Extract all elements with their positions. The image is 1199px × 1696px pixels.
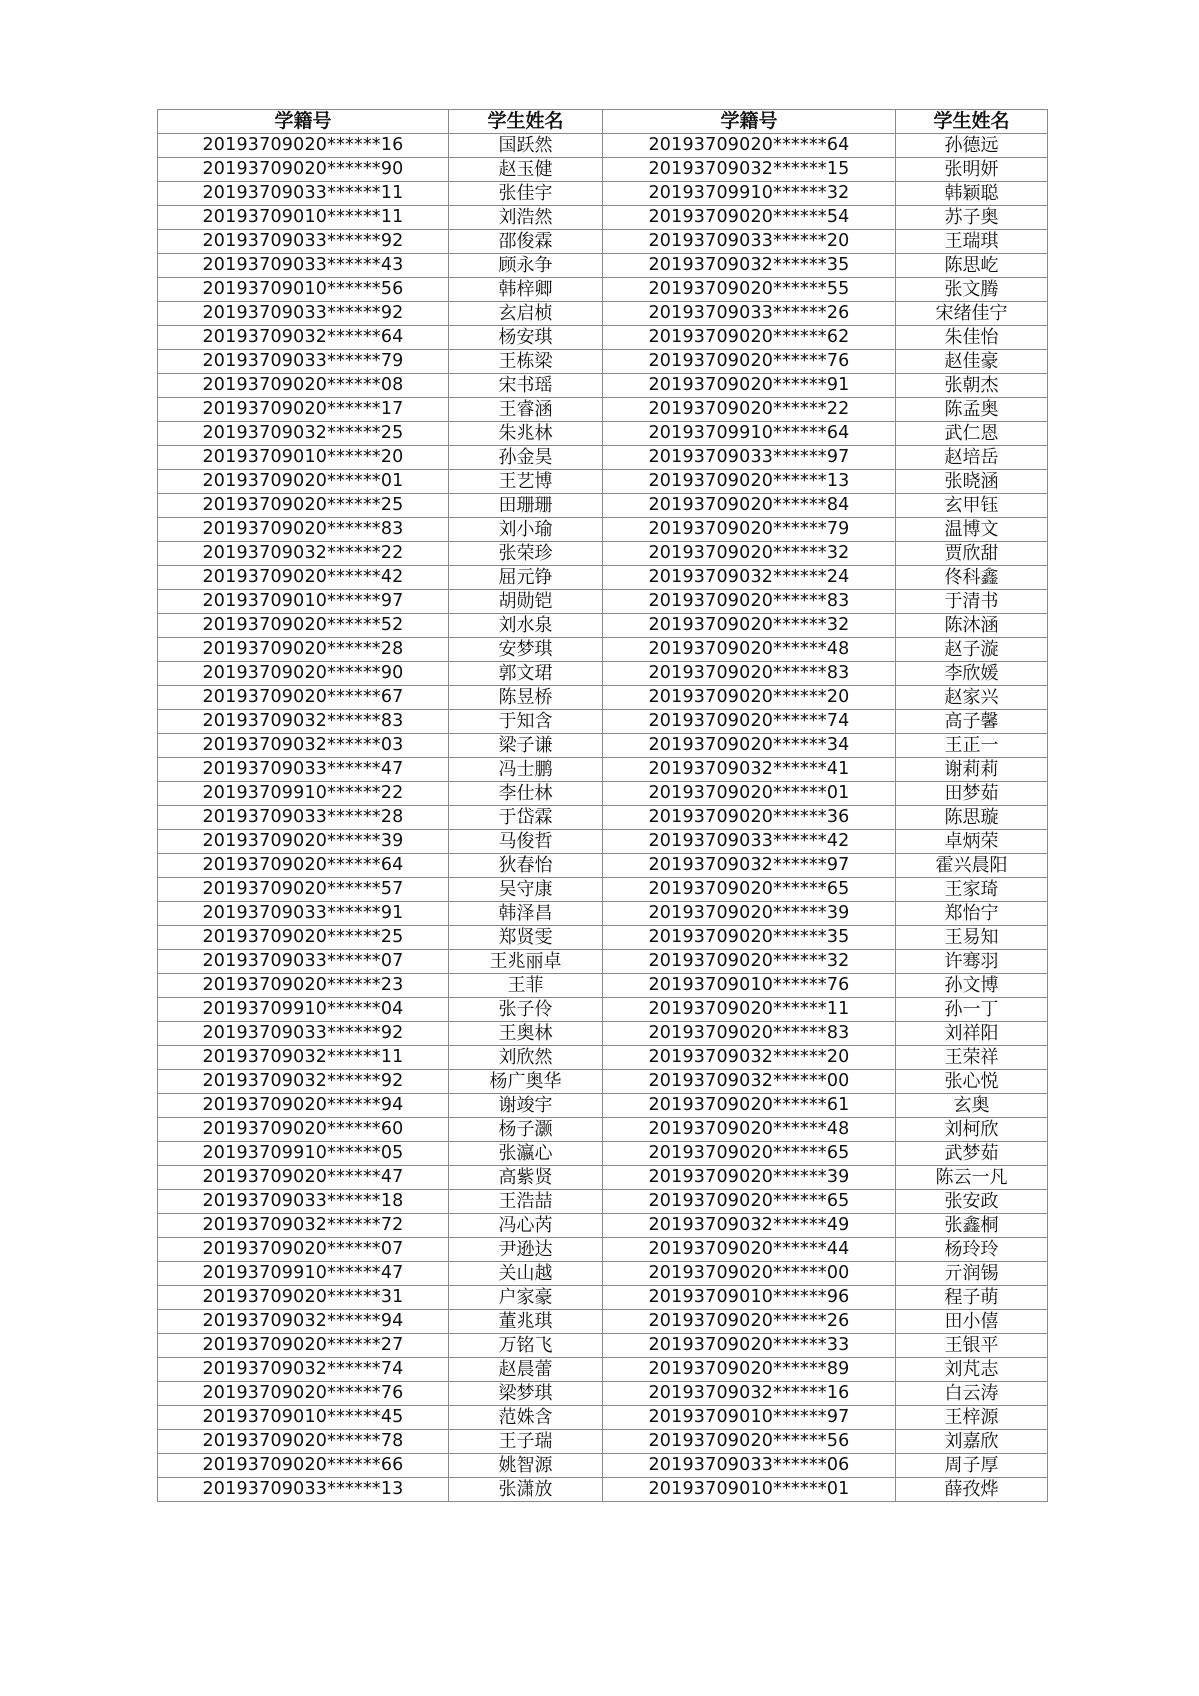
- student-name-cell: 谢莉莉: [896, 758, 1048, 782]
- student-name-cell: 王梓源: [896, 1406, 1048, 1430]
- student-name-cell: 于清书: [896, 590, 1048, 614]
- student-name-cell: 刘祥阳: [896, 1022, 1048, 1046]
- student-id-cell: 20193709033******06: [603, 1454, 896, 1478]
- student-id-cell: 20193709033******79: [158, 350, 449, 374]
- table-row: [158, 1166, 1048, 1190]
- table-row: [158, 1478, 1048, 1502]
- student-name-cell: 王正一: [896, 734, 1048, 758]
- student-name-cell: 吴守康: [449, 878, 603, 902]
- table-row: [158, 134, 1048, 158]
- student-id-cell: 20193709020******60: [158, 1118, 449, 1142]
- table-row: [158, 158, 1048, 182]
- student-name-cell: 赵晨蕾: [449, 1358, 603, 1382]
- student-name-cell: 陈昱桥: [449, 686, 603, 710]
- student-name-cell: 高紫贤: [449, 1166, 603, 1190]
- student-name-cell: 宋书瑶: [449, 374, 603, 398]
- student-name-cell: 王菲: [449, 974, 603, 998]
- student-id-cell: 20193709032******94: [158, 1310, 449, 1334]
- student-id-cell: 20193709010******97: [158, 590, 449, 614]
- student-name-cell: 刘柯欣: [896, 1118, 1048, 1142]
- student-id-cell: 20193709020******39: [603, 902, 896, 926]
- student-name-cell: 张潇放: [449, 1478, 603, 1502]
- table-row: [158, 902, 1048, 926]
- table-row: [158, 614, 1048, 638]
- table-row: [158, 734, 1048, 758]
- student-id-cell: 20193709033******91: [158, 902, 449, 926]
- table-row: [158, 1238, 1048, 1262]
- table-row: [158, 830, 1048, 854]
- table-row: [158, 878, 1048, 902]
- student-id-cell: 20193709020******83: [158, 518, 449, 542]
- student-id-cell: 20193709020******39: [158, 830, 449, 854]
- table-row: [158, 566, 1048, 590]
- table-row: [158, 1454, 1048, 1478]
- student-id-cell: 20193709010******76: [603, 974, 896, 998]
- student-name-cell: 温博文: [896, 518, 1048, 542]
- student-id-cell: 20193709010******11: [158, 206, 449, 230]
- student-id-cell: 20193709020******84: [603, 494, 896, 518]
- student-name-cell: 孙文博: [896, 974, 1048, 998]
- student-id-cell: 20193709020******64: [603, 134, 896, 158]
- student-id-cell: 20193709033******28: [158, 806, 449, 830]
- student-id-cell: 20193709020******56: [603, 1430, 896, 1454]
- student-name-cell: 薛孜烨: [896, 1478, 1048, 1502]
- table-row: [158, 854, 1048, 878]
- student-id-cell: 20193709020******32: [603, 614, 896, 638]
- table-row: [158, 422, 1048, 446]
- student-id-cell: 20193709020******66: [158, 1454, 449, 1478]
- student-id-cell: 20193709020******23: [158, 974, 449, 998]
- student-name-cell: 亓润锡: [896, 1262, 1048, 1286]
- student-name-cell: 许骞羽: [896, 950, 1048, 974]
- student-id-cell: 20193709020******94: [158, 1094, 449, 1118]
- student-id-cell: 20193709020******64: [158, 854, 449, 878]
- table-row: [158, 1046, 1048, 1070]
- student-name-cell: 贾欣甜: [896, 542, 1048, 566]
- student-name-cell: 张鑫桐: [896, 1214, 1048, 1238]
- student-id-cell: 20193709020******17: [158, 398, 449, 422]
- student-name-cell: 王睿涵: [449, 398, 603, 422]
- student-name-cell: 玄甲钰: [896, 494, 1048, 518]
- student-name-cell: 陈思屹: [896, 254, 1048, 278]
- table-row: [158, 446, 1048, 470]
- student-id-cell: 20193709020******48: [603, 1118, 896, 1142]
- table-row: [158, 398, 1048, 422]
- student-id-cell: 20193709020******34: [603, 734, 896, 758]
- student-name-cell: 赵子漩: [896, 638, 1048, 662]
- student-name-cell: 刘欣然: [449, 1046, 603, 1070]
- student-name-cell: 狄春怡: [449, 854, 603, 878]
- student-id-cell: 20193709020******76: [158, 1382, 449, 1406]
- student-name-cell: 王家琦: [896, 878, 1048, 902]
- student-name-cell: 陈思璇: [896, 806, 1048, 830]
- table-row: [158, 1094, 1048, 1118]
- table-row: [158, 374, 1048, 398]
- student-name-cell: 张晓涵: [896, 470, 1048, 494]
- student-name-cell: 冯心芮: [449, 1214, 603, 1238]
- student-id-cell: 20193709032******41: [603, 758, 896, 782]
- student-id-cell: 20193709020******25: [158, 494, 449, 518]
- student-id-cell: 20193709033******43: [158, 254, 449, 278]
- student-id-cell: 20193709033******18: [158, 1190, 449, 1214]
- student-id-cell: 20193709020******00: [603, 1262, 896, 1286]
- student-id-cell: 20193709032******22: [158, 542, 449, 566]
- table-row: [158, 1310, 1048, 1334]
- student-id-cell: 20193709020******65: [603, 1142, 896, 1166]
- student-name-cell: 王易知: [896, 926, 1048, 950]
- student-name-cell: 刘浩然: [449, 206, 603, 230]
- student-id-cell: 20193709020******27: [158, 1334, 449, 1358]
- student-name-cell: 姚智源: [449, 1454, 603, 1478]
- student-id-cell: 20193709032******16: [603, 1382, 896, 1406]
- student-name-cell: 白云涛: [896, 1382, 1048, 1406]
- student-id-cell: 20193709033******92: [158, 302, 449, 326]
- table-row: [158, 782, 1048, 806]
- student-id-cell: 20193709020******32: [603, 950, 896, 974]
- student-name-cell: 张荣珍: [449, 542, 603, 566]
- student-name-cell: 屈元铮: [449, 566, 603, 590]
- roster-body: [158, 134, 1048, 1502]
- student-name-cell: 王瑞琪: [896, 230, 1048, 254]
- student-id-cell: 20193709020******20: [603, 686, 896, 710]
- student-id-cell: 20193709020******90: [158, 662, 449, 686]
- student-name-cell: 于岱霖: [449, 806, 603, 830]
- student-name-cell: 郑怡宁: [896, 902, 1048, 926]
- student-name-cell: 马俊哲: [449, 830, 603, 854]
- student-id-cell: 20193709032******00: [603, 1070, 896, 1094]
- student-id-cell: 20193709020******16: [158, 134, 449, 158]
- table-row: [158, 806, 1048, 830]
- table-row: [158, 182, 1048, 206]
- table-row: [158, 1022, 1048, 1046]
- student-id-cell: 20193709020******89: [603, 1358, 896, 1382]
- table-row: [158, 1118, 1048, 1142]
- student-id-cell: 20193709032******20: [603, 1046, 896, 1070]
- student-id-cell: 20193709020******65: [603, 878, 896, 902]
- table-row: [158, 470, 1048, 494]
- student-id-cell: 20193709020******48: [603, 638, 896, 662]
- student-name-cell: 郑贤雯: [449, 926, 603, 950]
- student-name-cell: 卓炳荣: [896, 830, 1048, 854]
- table-row: [158, 494, 1048, 518]
- student-name-cell: 孙一丁: [896, 998, 1048, 1022]
- student-id-cell: 20193709033******26: [603, 302, 896, 326]
- student-name-cell: 韩梓卿: [449, 278, 603, 302]
- header-student-id: 学籍号: [603, 110, 896, 134]
- table-row: [158, 542, 1048, 566]
- student-name-cell: 谢竣宇: [449, 1094, 603, 1118]
- student-id-cell: 20193709020******83: [603, 590, 896, 614]
- student-id-cell: 20193709020******08: [158, 374, 449, 398]
- student-id-cell: 20193709020******65: [603, 1190, 896, 1214]
- student-name-cell: 万铭飞: [449, 1334, 603, 1358]
- student-name-cell: 陈云一凡: [896, 1166, 1048, 1190]
- student-name-cell: 王栋梁: [449, 350, 603, 374]
- student-id-cell: 20193709010******20: [158, 446, 449, 470]
- student-name-cell: 孙金昊: [449, 446, 603, 470]
- student-name-cell: 陈孟奥: [896, 398, 1048, 422]
- table-row: [158, 230, 1048, 254]
- student-id-cell: 20193709010******45: [158, 1406, 449, 1430]
- student-name-cell: 宋绪佳宁: [896, 302, 1048, 326]
- table-row: [158, 590, 1048, 614]
- student-id-cell: 20193709032******49: [603, 1214, 896, 1238]
- student-name-cell: 张子伶: [449, 998, 603, 1022]
- student-id-cell: 20193709032******24: [603, 566, 896, 590]
- student-name-cell: 梁梦琪: [449, 1382, 603, 1406]
- table-row: [158, 206, 1048, 230]
- student-name-cell: 郭文珺: [449, 662, 603, 686]
- student-id-cell: 20193709033******11: [158, 182, 449, 206]
- student-id-cell: 20193709020******42: [158, 566, 449, 590]
- student-id-cell: 20193709910******22: [158, 782, 449, 806]
- student-id-cell: 20193709032******92: [158, 1070, 449, 1094]
- student-name-cell: 王兆丽卓: [449, 950, 603, 974]
- student-id-cell: 20193709033******20: [603, 230, 896, 254]
- student-name-cell: 李欣媛: [896, 662, 1048, 686]
- student-name-cell: 高子馨: [896, 710, 1048, 734]
- student-name-cell: 王银平: [896, 1334, 1048, 1358]
- student-id-cell: 20193709020******22: [603, 398, 896, 422]
- student-name-cell: 朱兆林: [449, 422, 603, 446]
- student-name-cell: 朱佳怡: [896, 326, 1048, 350]
- student-roster-table: [157, 109, 1048, 1502]
- student-name-cell: 张安政: [896, 1190, 1048, 1214]
- student-name-cell: 韩颖聪: [896, 182, 1048, 206]
- table-row: [158, 998, 1048, 1022]
- table-row: [158, 278, 1048, 302]
- student-id-cell: 20193709020******62: [603, 326, 896, 350]
- table-row: [158, 974, 1048, 998]
- student-name-cell: 邵俊霖: [449, 230, 603, 254]
- header-student-id: 学籍号: [158, 110, 449, 134]
- student-name-cell: 韩泽昌: [449, 902, 603, 926]
- student-id-cell: 20193709033******92: [158, 1022, 449, 1046]
- student-id-cell: 20193709010******96: [603, 1286, 896, 1310]
- student-id-cell: 20193709033******92: [158, 230, 449, 254]
- student-name-cell: 武梦茹: [896, 1142, 1048, 1166]
- student-id-cell: 20193709032******74: [158, 1358, 449, 1382]
- student-name-cell: 王荣祥: [896, 1046, 1048, 1070]
- student-id-cell: 20193709032******72: [158, 1214, 449, 1238]
- student-id-cell: 20193709032******15: [603, 158, 896, 182]
- student-name-cell: 关山越: [449, 1262, 603, 1286]
- student-name-cell: 王浩喆: [449, 1190, 603, 1214]
- student-name-cell: 张文腾: [896, 278, 1048, 302]
- table-row: [158, 1214, 1048, 1238]
- table-row: [158, 1286, 1048, 1310]
- student-id-cell: 20193709032******11: [158, 1046, 449, 1070]
- student-id-cell: 20193709020******11: [603, 998, 896, 1022]
- student-name-cell: 田梦茹: [896, 782, 1048, 806]
- table-row: [158, 926, 1048, 950]
- student-id-cell: 20193709032******25: [158, 422, 449, 446]
- table-row: [158, 758, 1048, 782]
- student-id-cell: 20193709020******90: [158, 158, 449, 182]
- student-name-cell: 王子瑞: [449, 1430, 603, 1454]
- student-name-cell: 张明妍: [896, 158, 1048, 182]
- student-name-cell: 范姝含: [449, 1406, 603, 1430]
- student-id-cell: 20193709020******32: [603, 542, 896, 566]
- student-id-cell: 20193709020******36: [603, 806, 896, 830]
- student-name-cell: 胡勋铠: [449, 590, 603, 614]
- table-row: [158, 518, 1048, 542]
- student-id-cell: 20193709032******35: [603, 254, 896, 278]
- student-name-cell: 顾永争: [449, 254, 603, 278]
- student-id-cell: 20193709033******07: [158, 950, 449, 974]
- student-name-cell: 刘嘉欣: [896, 1430, 1048, 1454]
- table-row: [158, 1142, 1048, 1166]
- student-id-cell: 20193709020******28: [158, 638, 449, 662]
- student-name-cell: 杨子灏: [449, 1118, 603, 1142]
- table-row: [158, 1382, 1048, 1406]
- student-name-cell: 田小僖: [896, 1310, 1048, 1334]
- table-row: [158, 302, 1048, 326]
- table-row: [158, 1190, 1048, 1214]
- student-name-cell: 梁子谦: [449, 734, 603, 758]
- student-name-cell: 刘小瑜: [449, 518, 603, 542]
- student-name-cell: 武仁恩: [896, 422, 1048, 446]
- student-id-cell: 20193709020******01: [603, 782, 896, 806]
- student-name-cell: 张朝杰: [896, 374, 1048, 398]
- student-id-cell: 20193709033******42: [603, 830, 896, 854]
- student-id-cell: 20193709033******47: [158, 758, 449, 782]
- student-name-cell: 苏子奥: [896, 206, 1048, 230]
- student-id-cell: 20193709020******61: [603, 1094, 896, 1118]
- student-name-cell: 玄启桢: [449, 302, 603, 326]
- student-id-cell: 20193709020******67: [158, 686, 449, 710]
- student-id-cell: 20193709020******83: [603, 662, 896, 686]
- student-name-cell: 户家豪: [449, 1286, 603, 1310]
- student-id-cell: 20193709910******05: [158, 1142, 449, 1166]
- student-id-cell: 20193709010******56: [158, 278, 449, 302]
- student-name-cell: 杨安琪: [449, 326, 603, 350]
- header-student-name: 学生姓名: [449, 110, 603, 134]
- student-name-cell: 于知含: [449, 710, 603, 734]
- table-row: [158, 1406, 1048, 1430]
- student-id-cell: 20193709020******78: [158, 1430, 449, 1454]
- student-id-cell: 20193709032******97: [603, 854, 896, 878]
- header-student-name: 学生姓名: [896, 110, 1048, 134]
- student-id-cell: 20193709020******31: [158, 1286, 449, 1310]
- student-id-cell: 20193709033******97: [603, 446, 896, 470]
- student-id-cell: 20193709910******04: [158, 998, 449, 1022]
- student-name-cell: 王奥林: [449, 1022, 603, 1046]
- student-name-cell: 张心悦: [896, 1070, 1048, 1094]
- student-id-cell: 20193709020******25: [158, 926, 449, 950]
- student-name-cell: 国跃然: [449, 134, 603, 158]
- table-row: [158, 710, 1048, 734]
- student-id-cell: 20193709020******07: [158, 1238, 449, 1262]
- table-row: [158, 1262, 1048, 1286]
- student-id-cell: 20193709020******74: [603, 710, 896, 734]
- student-id-cell: 20193709032******83: [158, 710, 449, 734]
- student-name-cell: 霍兴晨阳: [896, 854, 1048, 878]
- student-id-cell: 20193709020******76: [603, 350, 896, 374]
- student-name-cell: 冯士鹏: [449, 758, 603, 782]
- student-name-cell: 李仕林: [449, 782, 603, 806]
- student-id-cell: 20193709010******01: [603, 1478, 896, 1502]
- student-name-cell: 安梦琪: [449, 638, 603, 662]
- student-name-cell: 王艺博: [449, 470, 603, 494]
- student-id-cell: 20193709020******01: [158, 470, 449, 494]
- student-id-cell: 20193709020******39: [603, 1166, 896, 1190]
- student-id-cell: 20193709020******55: [603, 278, 896, 302]
- student-name-cell: 董兆琪: [449, 1310, 603, 1334]
- student-id-cell: 20193709020******26: [603, 1310, 896, 1334]
- header-row: [158, 110, 1048, 134]
- table-row: [158, 326, 1048, 350]
- student-id-cell: 20193709020******83: [603, 1022, 896, 1046]
- student-id-cell: 20193709032******64: [158, 326, 449, 350]
- table-row: [158, 950, 1048, 974]
- student-id-cell: 20193709910******64: [603, 422, 896, 446]
- table-row: [158, 254, 1048, 278]
- student-id-cell: 20193709020******47: [158, 1166, 449, 1190]
- student-id-cell: 20193709032******03: [158, 734, 449, 758]
- table-row: [158, 1358, 1048, 1382]
- table-row: [158, 1430, 1048, 1454]
- table-row: [158, 686, 1048, 710]
- student-name-cell: 张佳宇: [449, 182, 603, 206]
- student-name-cell: 程子萌: [896, 1286, 1048, 1310]
- student-name-cell: 赵培岳: [896, 446, 1048, 470]
- student-id-cell: 20193709910******47: [158, 1262, 449, 1286]
- student-name-cell: 孙德远: [896, 134, 1048, 158]
- student-name-cell: 周子厚: [896, 1454, 1048, 1478]
- student-id-cell: 20193709033******13: [158, 1478, 449, 1502]
- student-id-cell: 20193709020******44: [603, 1238, 896, 1262]
- student-id-cell: 20193709020******57: [158, 878, 449, 902]
- table-row: [158, 1334, 1048, 1358]
- student-name-cell: 田珊珊: [449, 494, 603, 518]
- student-id-cell: 20193709020******79: [603, 518, 896, 542]
- student-name-cell: 刘芃志: [896, 1358, 1048, 1382]
- student-id-cell: 20193709020******33: [603, 1334, 896, 1358]
- table-row: [158, 350, 1048, 374]
- student-id-cell: 20193709020******91: [603, 374, 896, 398]
- table-row: [158, 662, 1048, 686]
- student-name-cell: 刘水泉: [449, 614, 603, 638]
- student-id-cell: 20193709020******35: [603, 926, 896, 950]
- student-id-cell: 20193709910******32: [603, 182, 896, 206]
- student-name-cell: 赵佳豪: [896, 350, 1048, 374]
- student-name-cell: 赵家兴: [896, 686, 1048, 710]
- student-name-cell: 张瀛心: [449, 1142, 603, 1166]
- student-name-cell: 尹逊达: [449, 1238, 603, 1262]
- table-row: [158, 1070, 1048, 1094]
- student-name-cell: 佟科鑫: [896, 566, 1048, 590]
- student-id-cell: 20193709020******52: [158, 614, 449, 638]
- student-name-cell: 杨玲玲: [896, 1238, 1048, 1262]
- student-name-cell: 杨广奥华: [449, 1070, 603, 1094]
- student-id-cell: 20193709020******13: [603, 470, 896, 494]
- student-name-cell: 赵玉健: [449, 158, 603, 182]
- student-name-cell: 玄奥: [896, 1094, 1048, 1118]
- student-id-cell: 20193709020******54: [603, 206, 896, 230]
- student-id-cell: 20193709010******97: [603, 1406, 896, 1430]
- table-row: [158, 638, 1048, 662]
- student-name-cell: 陈沐涵: [896, 614, 1048, 638]
